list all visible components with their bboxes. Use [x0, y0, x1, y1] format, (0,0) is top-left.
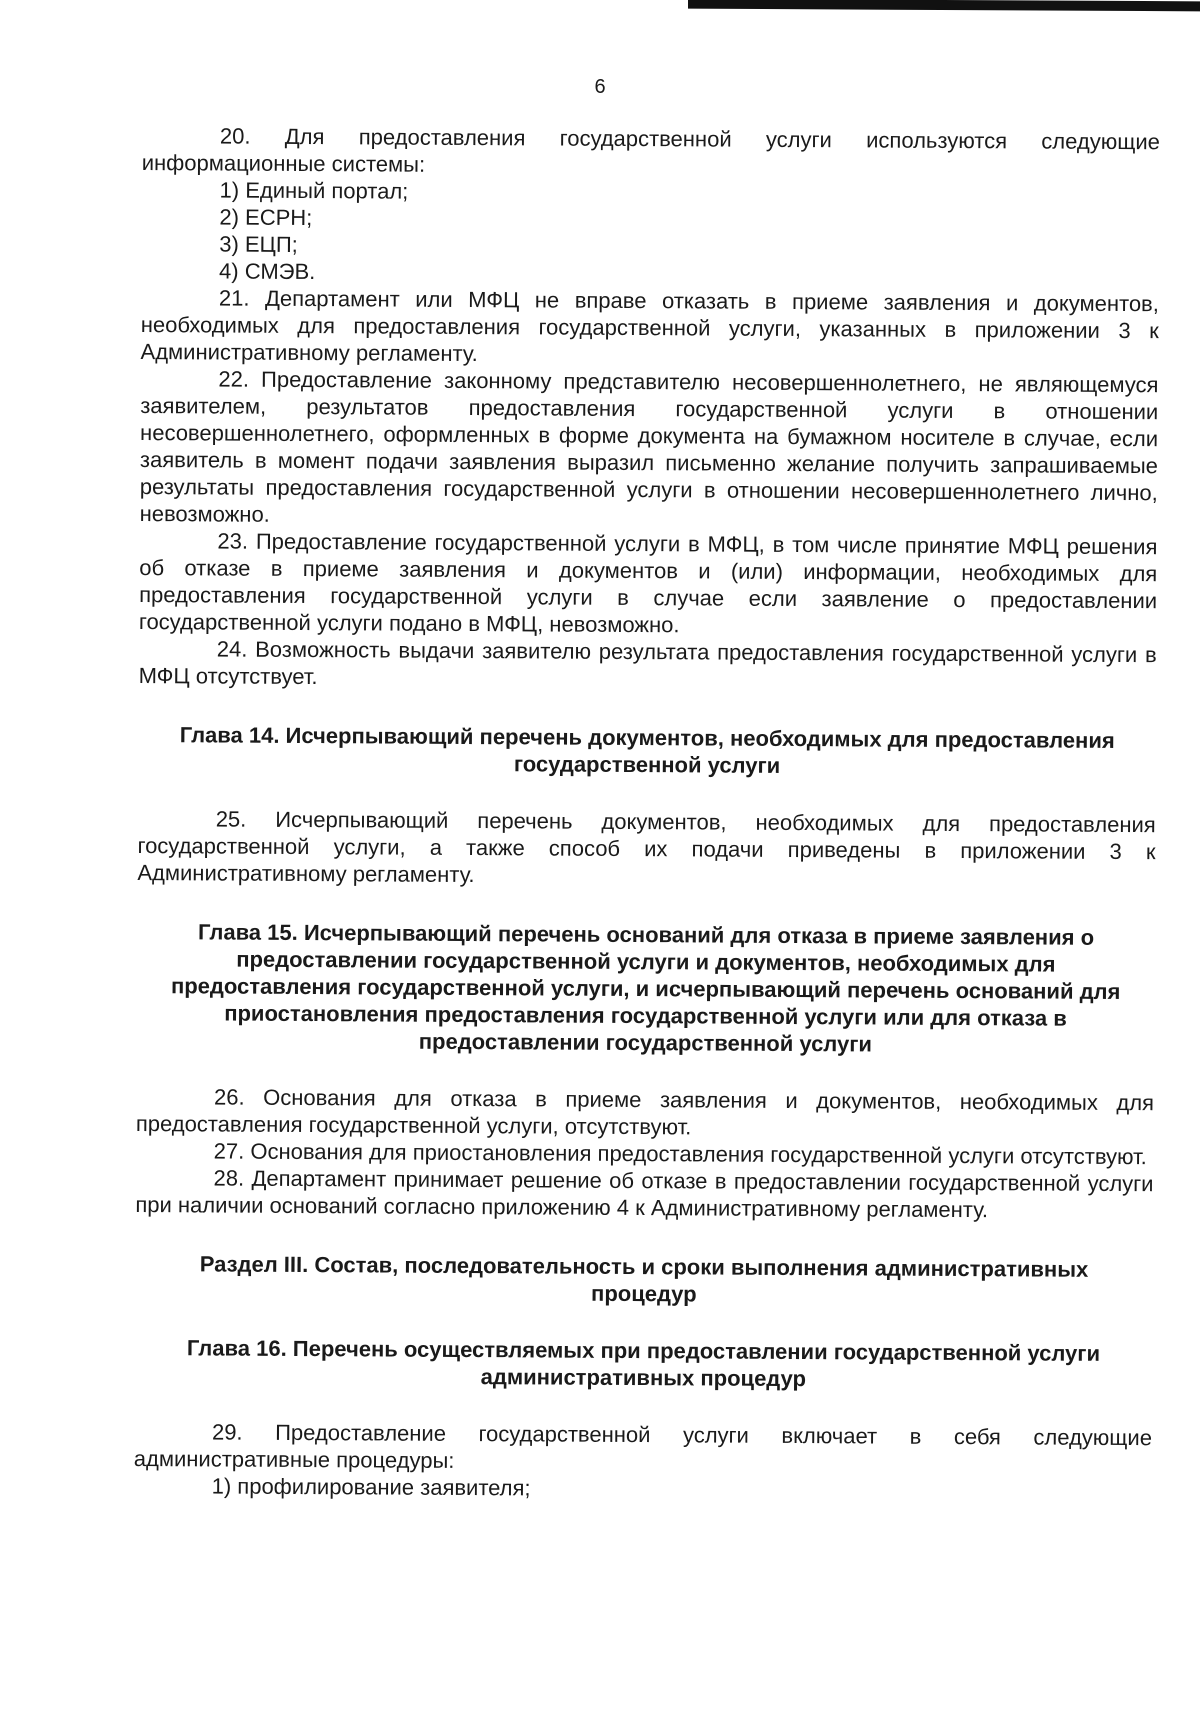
- paragraph-28: 28. Департамент принимает решение об отказе в предоставлении государственной услуги при наличии оснований согласно приложению 4 к Административному регламенту.: [135, 1165, 1154, 1223]
- document-body: [134, 122, 1160, 1505]
- list-item: 1) Единый портал;: [219, 177, 409, 204]
- paragraph-20: 20. Для предоставления государственной услуги используются следующие информационные системы:: [141, 123, 1160, 177]
- list-item: 1) профилирование заявителя;: [211, 1473, 531, 1501]
- chapter-14-heading: Глава 14. Исчерпывающий перечень документов, необходимых для предоставления государственной услуги: [179, 722, 1115, 778]
- list-item: 3) ЕЦП;: [219, 231, 298, 257]
- paragraph-21: 21. Департамент или МФЦ не вправе отказать в приеме заявления и документов, необходимых для предоставления государственной услуги, указанных в приложении 3 к Административному регламенту.: [140, 285, 1159, 367]
- section-3-heading: Раздел III. Состав, последовательность и сроки выполнения административных процедур: [199, 1251, 1089, 1307]
- chapter-16-heading: Глава 16. Перечень осуществляемых при предоставлении государственной услуги административных процедур: [186, 1335, 1101, 1392]
- scan-edge-mark: [688, 0, 1200, 11]
- paragraph-27: 27. Основания для приостановления предоставления государственной услуги отсутствуют.: [213, 1138, 1147, 1170]
- paragraph-23: 23. Предоставление государственной услуги в МФЦ, в том числе принятие МФЦ решения об отказе в приеме заявления и документов и (или) информации, необходимых для предоставления государственной услуги в случае если заявление о предоставлении государственной услуги подано в МФЦ, невозможно.: [138, 528, 1158, 638]
- page-number: 6: [594, 76, 606, 98]
- paragraph-24: 24. Возможность выдачи заявителю результата предоставления государственной услуги в МФЦ отсутствует.: [138, 636, 1157, 690]
- paragraph-22: 22. Предоставление законному представителю несовершеннолетнего, не являющемуся заявителем, результатов предоставления государственной услуги в отношении несовершеннолетнего, оформленных в форме документа на бумажном носителе в случае, если заявитель в момент подачи заявления выразил письменно желание получить запрашиваемые результаты предоставления государственной услуги в отношении несовершеннолетнего лично, невозможно.: [139, 366, 1159, 527]
- chapter-15-heading: Глава 15. Исчерпывающий перечень оснований для отказа в приеме заявления о предоставлении государственной услуги и документов, необходимых для предоставления государственной услуги, и исчерпывающий перечень оснований для приостановления предоставления государственной услуги или для отказа в предоставлении государственной услуги: [170, 919, 1121, 1057]
- list-item: 4) СМЭВ.: [219, 258, 316, 285]
- paragraph-29: 29. Предоставление государственной услуги включает в себя следующие административные процедуры:: [133, 1419, 1153, 1473]
- list-item: 2) ЕСРН;: [219, 204, 313, 231]
- paragraph-26: 26. Основания для отказа в приеме заявления и документов, необходимых для предоставления государственной услуги, отсутствуют.: [135, 1084, 1155, 1140]
- paragraph-25: 25. Исчерпывающий перечень документов, необходимых для предоставления государственной услуги, а также способ их подачи приведены в приложении 3 к Административному регламенту.: [137, 806, 1156, 888]
